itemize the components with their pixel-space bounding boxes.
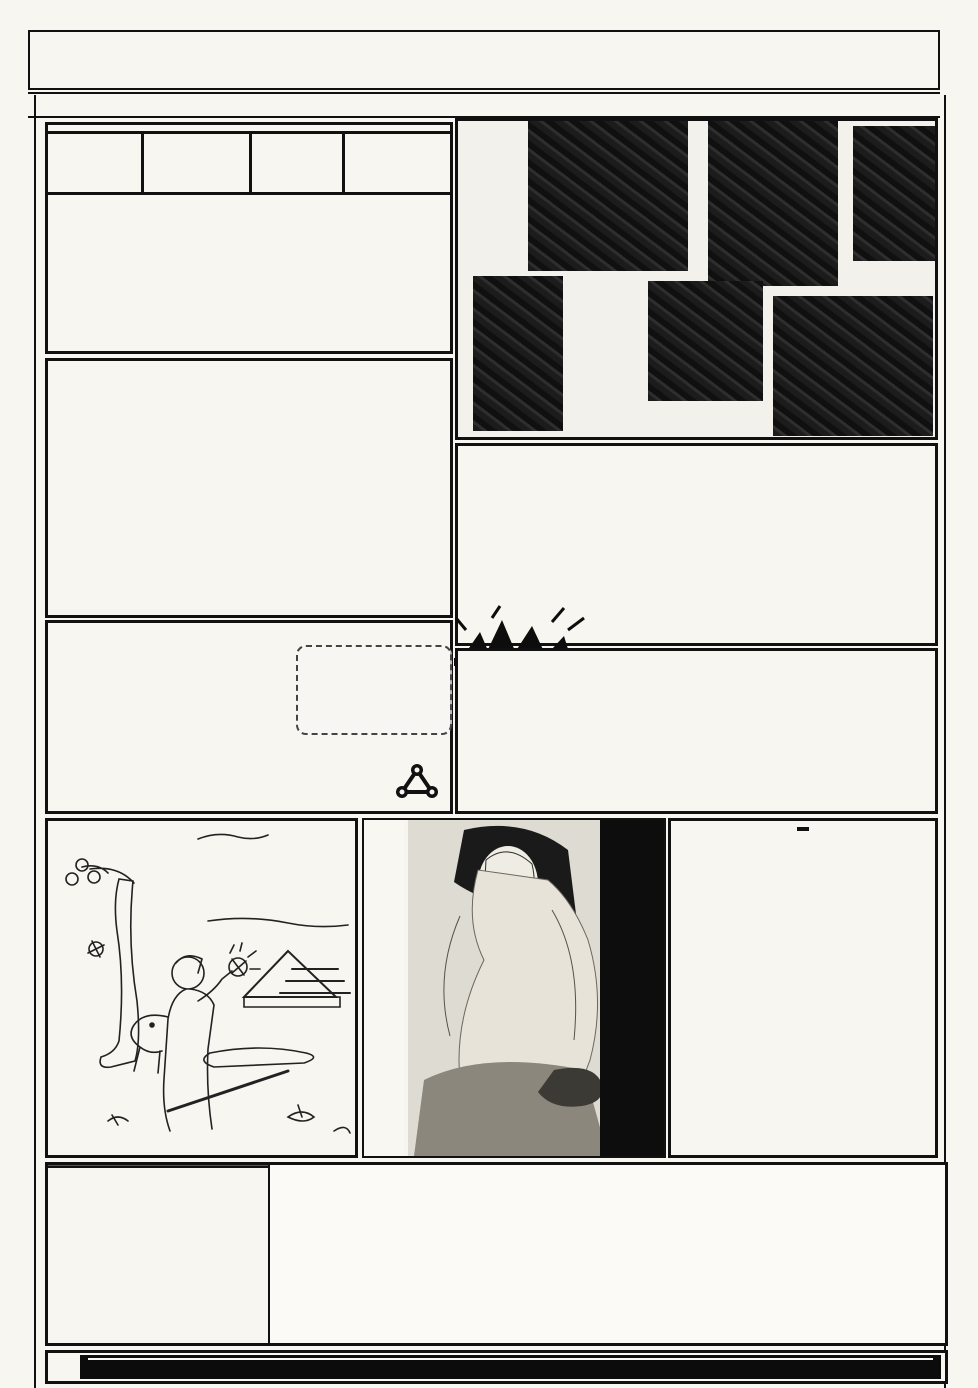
night-talk-box	[668, 818, 938, 1158]
photo-tile	[853, 126, 938, 261]
parity-label	[249, 134, 345, 192]
photo-woman	[404, 820, 608, 1156]
center-photo-panel	[362, 818, 666, 1158]
photo-tile	[708, 121, 838, 286]
marksix-top-strip	[28, 92, 940, 118]
marksix-right-strip	[944, 95, 978, 1388]
photo-tile	[528, 121, 688, 271]
iron-triangle-icon	[394, 762, 440, 807]
night-talk-title	[797, 827, 809, 831]
banner-black-block	[80, 1355, 941, 1379]
masthead-header	[28, 30, 940, 90]
three-waves-inset	[296, 645, 452, 735]
gift-box	[45, 358, 453, 618]
secret-numbers	[48, 199, 450, 201]
size-label	[48, 134, 144, 192]
results-and-chart-band	[45, 1162, 948, 1346]
bottom-banner	[45, 1350, 948, 1384]
number-distribution-chart	[270, 1162, 948, 1346]
photo-tile	[473, 276, 563, 431]
results-footer	[48, 1166, 268, 1168]
photo-right-title	[600, 820, 664, 1156]
today-special-table	[48, 134, 450, 195]
reminder-box	[455, 648, 938, 814]
roar-box	[455, 443, 938, 646]
size-value	[141, 129, 251, 198]
photo-tile	[773, 296, 933, 436]
recent-results-table	[45, 1162, 270, 1346]
today-special-box	[45, 122, 453, 354]
masthead-collage	[455, 118, 938, 440]
parity-value	[342, 129, 452, 198]
three-in-two-box	[45, 620, 453, 814]
cartoon-illustration	[45, 818, 358, 1158]
photo-left-slogan	[364, 820, 408, 1156]
marksix-left-strip	[0, 95, 36, 1388]
today-special-title	[48, 125, 450, 134]
photo-tile	[648, 281, 763, 401]
